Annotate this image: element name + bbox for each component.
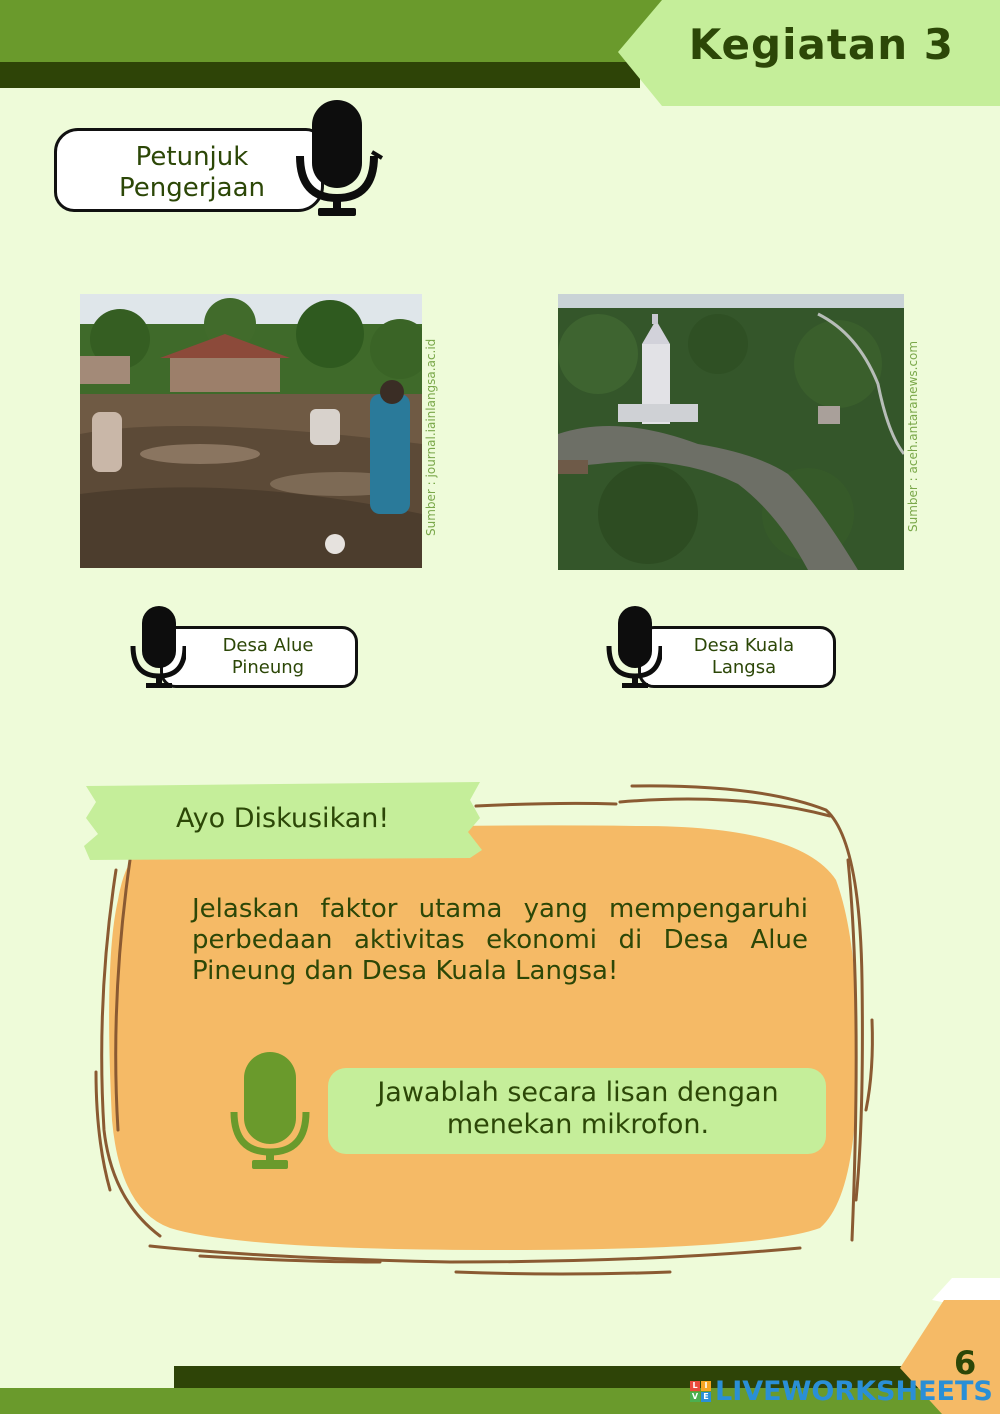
discussion-heading: Ayo Diskusikan!: [176, 803, 390, 834]
caption-1-mic-icon[interactable]: [130, 606, 186, 690]
page-number: 6: [954, 1344, 977, 1382]
liveworksheets-logo[interactable]: [690, 1376, 993, 1407]
page-title: Kegiatan 3: [688, 20, 954, 69]
caption-2-mic-icon[interactable]: [606, 606, 662, 690]
answer-mic-icon[interactable]: [230, 1052, 310, 1172]
liveworksheets-logo-icon: L I V E: [690, 1381, 711, 1402]
photo-desa-kuala-langsa: [558, 294, 904, 570]
caption-desa-kuala-langsa: Desa Kuala Langsa: [693, 635, 795, 678]
liveworksheets-brand: LIVEWORKSHEETS: [715, 1376, 993, 1407]
discussion-question: Jelaskan faktor utama yang mempengaruhi perbedaan aktivitas ekonomi di Desa Alue Pineung dan Desa Kuala Langsa!: [192, 894, 808, 986]
instructions-label: Petunjuk Pengerjaan: [119, 142, 265, 203]
photo-source-1: Sumber : journal.iainlangsa.ac.id: [424, 338, 438, 536]
instructions-mic-icon[interactable]: [296, 98, 386, 220]
answer-prompt: Jawablah secara lisan dengan menekan mikrofon.: [377, 1077, 779, 1140]
photo-desa-alue-pineung: [80, 294, 422, 568]
discussion-panel: [0, 770, 1000, 1290]
photo-source-2: Sumber : aceh.antaranews.com: [906, 340, 920, 532]
caption-desa-alue-pineung: Desa Alue Pineung: [222, 635, 314, 678]
